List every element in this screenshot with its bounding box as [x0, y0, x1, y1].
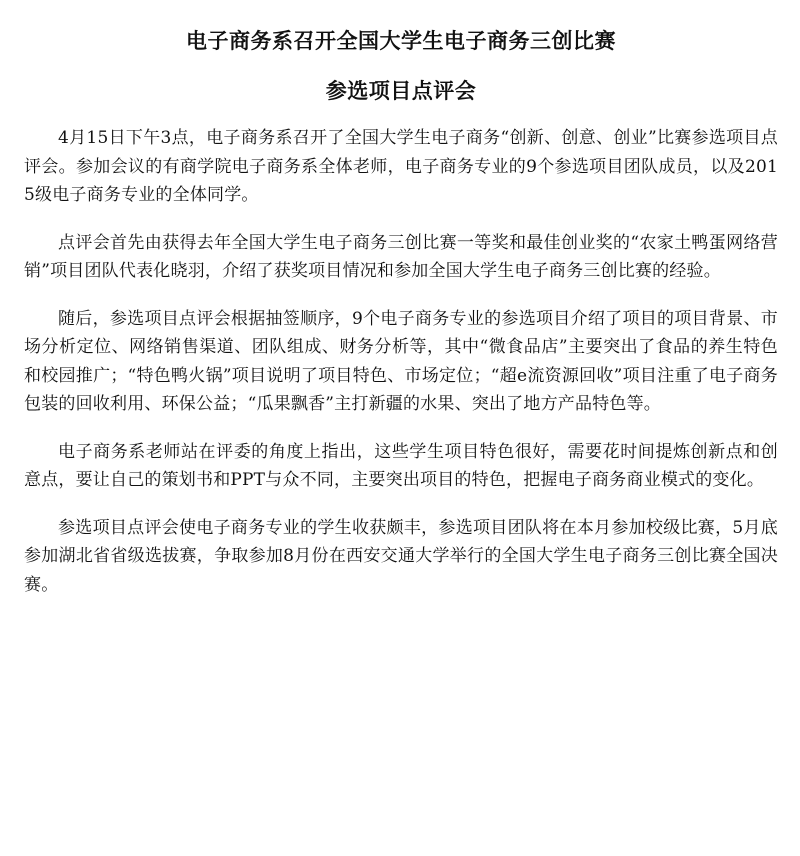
document-page — [24, 26, 778, 618]
paragraph-teacher-comments: 电子商务系老师站在评委的角度上指出，这些学生项目特色很好，需要花时间提炼创新点和创意点，要让自己的策划书和PPT与众不同，主要突出项目的特色，把握电子商务商业模式的变化。 — [24, 441, 778, 490]
paragraph-meeting-intro: 4月15日下午3点，电子商务系召开了全国大学生电子商务“创新、创意、创业”比赛参选项目点评会。参加会议的有商学院电子商务系全体老师，电子商务专业的9个参选项目团队成员，以及2015级电子商务专业的全体同学。 — [24, 128, 778, 205]
paragraph-project-presentations: 随后，参选项目点评会根据抽签顺序，9个电子商务专业的参选项目介绍了项目的项目背景、市场分析定位、网络销售渠道、团队组成、财务分析等，其中“微食品店”主要突出了食品的养生特色和校园推广；“特色鸭火锅”项目说明了项目特色、市场定位；“超e流资源回收”项目注重了电子商务包装的回收利用、环保公益；“瓜果飘香”主打新疆的水果、突出了地方产品特色等。 — [24, 308, 778, 414]
document-title-line-1: 电子商务系召开全国大学生电子商务三创比赛 — [186, 29, 616, 53]
paragraph-next-steps: 参选项目点评会使电子商务专业的学生收获颇丰，参选项目团队将在本月参加校级比赛，5月底参加湖北省省级选拔赛，争取参加8月份在西安交通大学举行的全国大学生电子商务三创比赛全国决赛。 — [24, 517, 778, 595]
document-title-line-2: 参选项目点评会 — [325, 79, 477, 103]
paragraph-award-team-intro: 点评会首先由获得去年全国大学生电子商务三创比赛一等奖和最佳创业奖的“农家土鸭蛋网络营销”项目团队代表化晓羽，介绍了获奖项目情况和参加全国大学生电子商务三创比赛的经验。 — [24, 232, 778, 281]
